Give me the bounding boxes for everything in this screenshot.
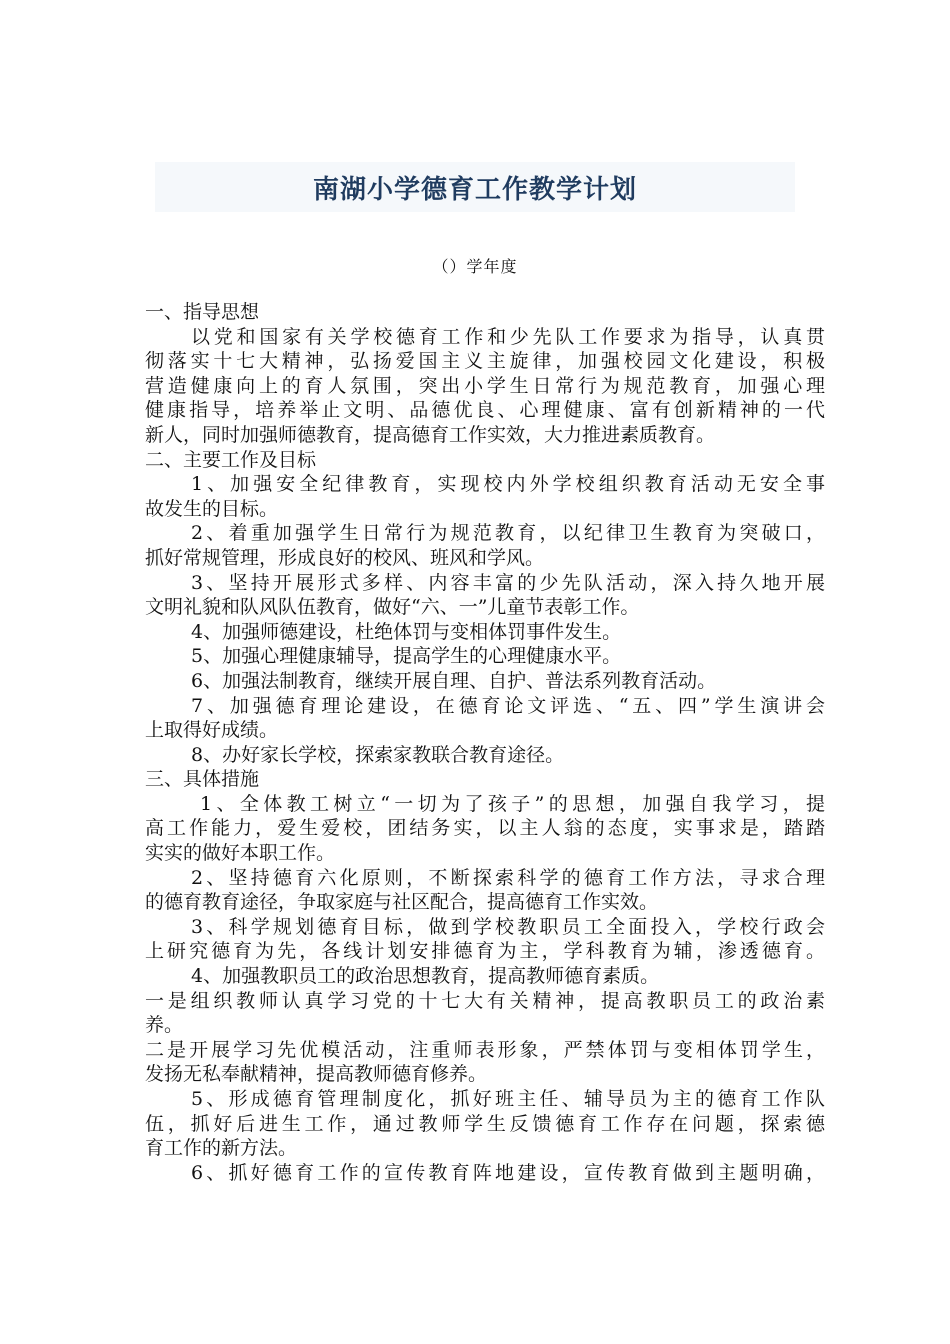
document-title: 南湖小学德育工作教学计划	[312, 174, 637, 205]
list-item-line: 养。	[145, 1014, 184, 1037]
list-item-line: 8、办好家长学校，探索家教联合教育途径。	[191, 743, 565, 766]
list-item-line: 2、着重加强学生日常行为规范教育，以纪律卫生教育为突破口，	[191, 522, 825, 545]
list-item-line: 5、加强心理健康辅导，提高学生的心理健康水平。	[191, 645, 622, 668]
document-body	[145, 300, 825, 1185]
list-item-line: 一是组织教师认真学习党的十七大有关精神，提高教职员工的政治素	[145, 989, 825, 1012]
list-item-line: 发扬无私奉献精神，提高教师德育修养。	[145, 1063, 488, 1086]
list-item-line: 1、加强安全纪律教育，实现校内外学校组织教育活动无安全事	[191, 473, 825, 496]
school-year-line: （）学年度	[432, 257, 518, 276]
list-item-line: 1、全体教工树立“一切为了孩子”的思想，加强自我学习，提	[200, 792, 825, 815]
list-item-line: 上研究德育为先，各线计划安排德育为主，学科教育为辅，渗透德育。	[145, 940, 825, 963]
paragraph-line: 健康指导，培养举止文明、品德优良、心理健康、富有创新精神的一代	[145, 399, 825, 422]
list-item-line: 2、坚持德育六化原则，不断探索科学的德育工作方法，寻求合理	[191, 866, 825, 889]
list-item-line: 3、坚持开展形式多样、内容丰富的少先队活动，深入持久地开展	[191, 571, 825, 594]
paragraph-line: 新人，同时加强师德教育，提高德育工作实效，大力推进素质教育。	[145, 423, 716, 446]
list-item-line: 抓好常规管理，形成良好的校风、班风和学风。	[145, 546, 545, 569]
list-item-line: 6、抓好德育工作的宣传教育阵地建设，宣传教育做到主题明确，	[191, 1161, 825, 1184]
list-item-line: 的德育教育途径，争取家庭与社区配合，提高德育工作实效。	[145, 891, 659, 914]
list-item-line: 实实的做好本职工作。	[145, 842, 336, 865]
paragraph-line: 彻落实十七大精神，弘扬爱国主义主旋律，加强校园文化建设，积极	[145, 350, 825, 373]
list-item-line: 伍，抓好后进生工作，通过教师学生反馈德育工作存在问题，探索德	[145, 1112, 825, 1135]
list-item-line: 育工作的新方法。	[145, 1137, 298, 1160]
section-heading: 一、指导思想	[145, 301, 260, 323]
title-band	[155, 162, 795, 212]
section-heading: 二、主要工作及目标	[145, 448, 317, 471]
list-item-line: 文明礼貌和队风队伍教育，做好“六、一”儿童节表彰工作。	[145, 596, 640, 619]
list-item-line: 6、加强法制教育，继续开展自理、自护、普法系列教育活动。	[191, 669, 717, 692]
list-item-line: 二是开展学习先优模活动，注重师表形象，严禁体罚与变相体罚学生，	[145, 1038, 825, 1061]
list-item-line: 3、科学规划德育目标，做到学校教职员工全面投入，学校行政会	[191, 915, 825, 938]
list-item-line: 高工作能力，爱生爱校，团结务实，以主人翁的态度，实事求是，踏踏	[145, 817, 825, 840]
paragraph-line: 营造健康向上的育人氛围，突出小学生日常行为规范教育，加强心理	[145, 374, 825, 397]
list-item-line: 4、加强师德建设，杜绝体罚与变相体罚事件发生。	[191, 620, 622, 643]
list-item-line: 4、加强教职员工的政治思想教育，提高教师德育素质。	[191, 965, 660, 988]
list-item-line: 故发生的目标。	[145, 497, 279, 520]
list-item-line: 上取得好成绩。	[145, 719, 279, 742]
list-item-line: 5、形成德育管理制度化，抓好班主任、辅导员为主的德育工作队	[191, 1088, 825, 1110]
paragraph-line: 以党和国家有关学校德育工作和少先队工作要求为指导，认真贯	[191, 325, 825, 348]
list-item-line: 7、加强德育理论建设，在德育论文评选、“五、四”学生演讲会	[191, 694, 825, 717]
section-heading: 三、具体措施	[145, 768, 260, 791]
